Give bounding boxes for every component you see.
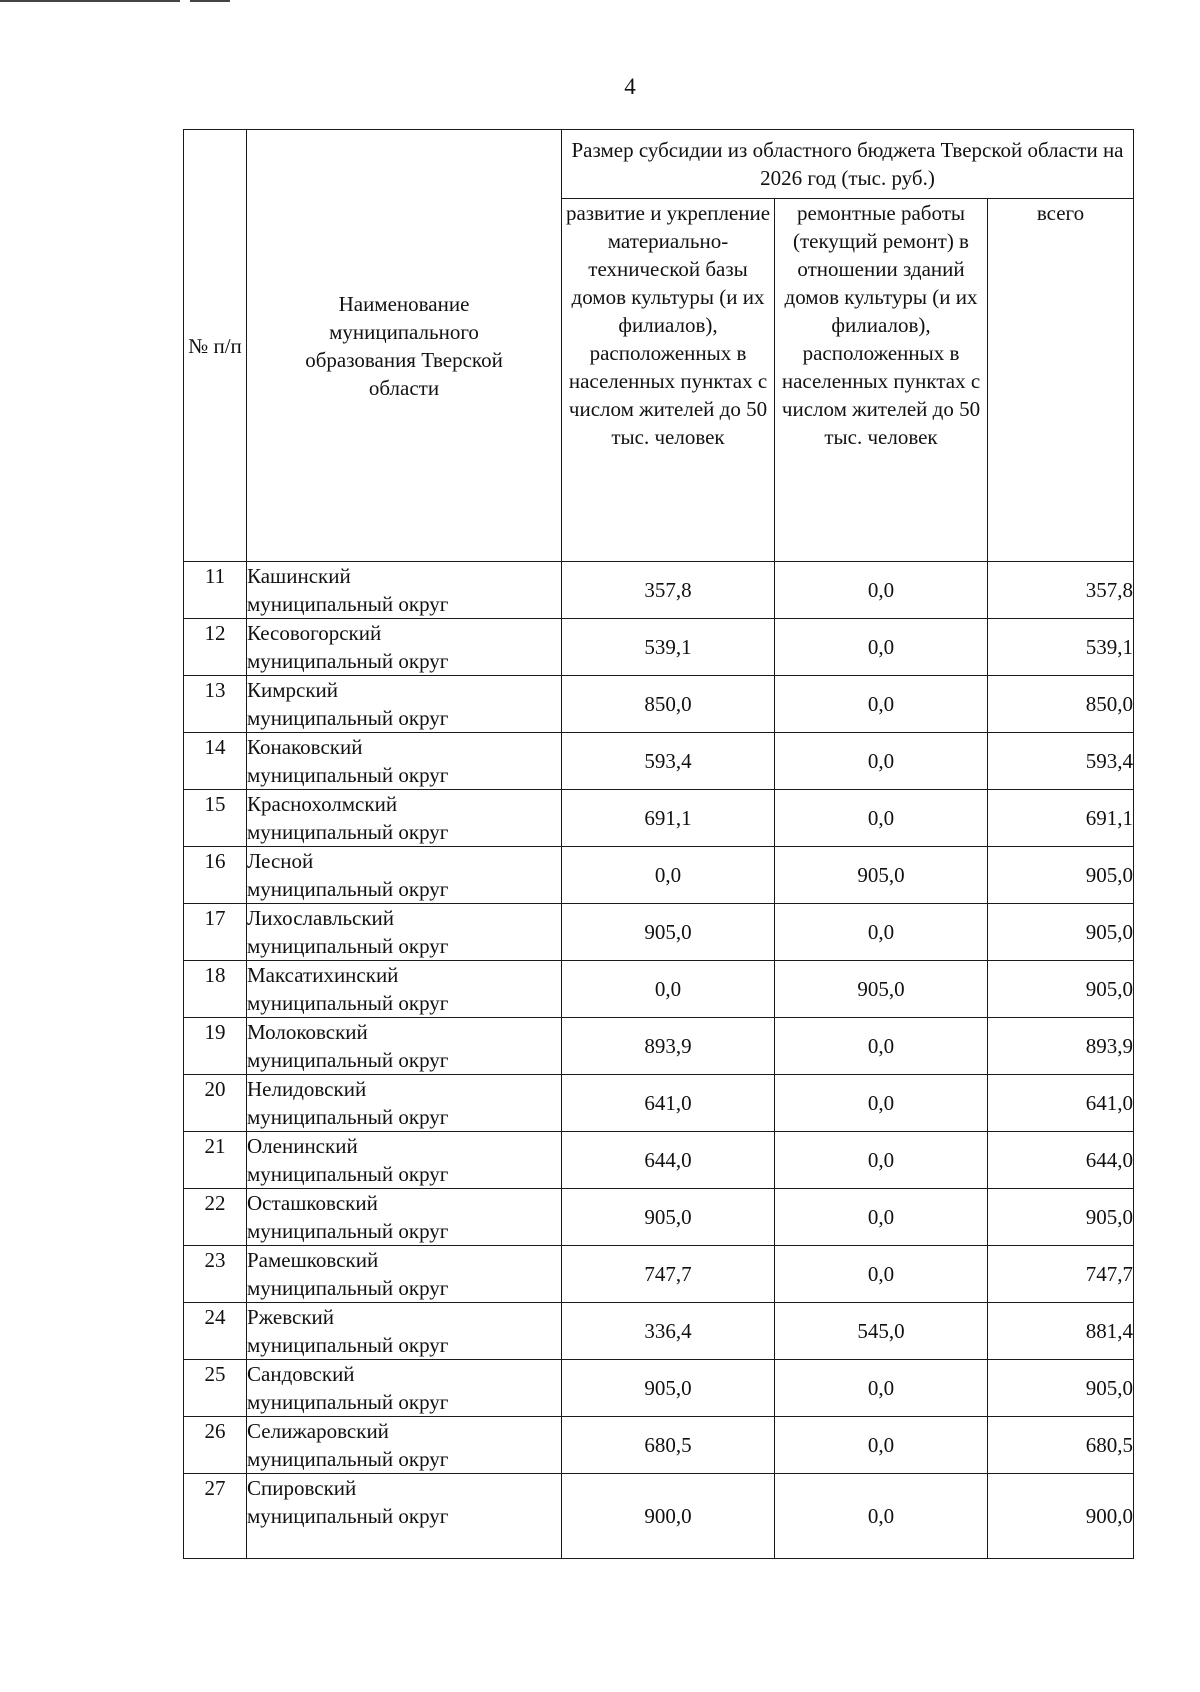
repair-amount: 0,0 (775, 1189, 988, 1246)
header-total: всего (988, 199, 1134, 562)
municipality-name-line1: Ржевский (247, 1305, 335, 1329)
total-amount: 905,0 (988, 904, 1134, 961)
total-amount: 593,4 (988, 733, 1134, 790)
total-amount: 691,1 (988, 790, 1134, 847)
total-amount: 905,0 (988, 1360, 1134, 1417)
table-row (184, 961, 1134, 1018)
municipality-name (247, 1474, 562, 1559)
municipality-name-line2: муниципальный округ (247, 1048, 449, 1072)
header-group: Размер субсидии из областного бюджета Тверской области на 2026 год (тыс. руб.) (562, 130, 1134, 199)
development-amount: 0,0 (562, 847, 775, 904)
total-amount: 905,0 (988, 847, 1134, 904)
repair-amount: 545,0 (775, 1303, 988, 1360)
row-number: 13 (184, 676, 247, 733)
repair-amount: 0,0 (775, 619, 988, 676)
table-row (184, 790, 1134, 847)
development-amount: 593,4 (562, 733, 775, 790)
header-name (247, 130, 562, 562)
row-number: 25 (184, 1360, 247, 1417)
municipality-name-line1: Краснохолмский (247, 792, 398, 816)
municipality-name (247, 1246, 562, 1303)
table-row (184, 1303, 1134, 1360)
header-name-text: Наименование муниципального образования Тверской области (305, 291, 503, 400)
table-row (184, 676, 1134, 733)
page-number: 4 (624, 74, 636, 99)
row-number: 11 (184, 562, 247, 619)
municipality-name (247, 1360, 562, 1417)
municipality-name (247, 904, 562, 961)
repair-amount: 0,0 (775, 1360, 988, 1417)
repair-amount: 0,0 (775, 1075, 988, 1132)
total-amount: 850,0 (988, 676, 1134, 733)
municipality-name-line2: муниципальный округ (247, 1162, 449, 1186)
municipality-name-line2: муниципальный округ (247, 706, 449, 730)
header-num: № п/п (184, 130, 247, 562)
repair-amount: 0,0 (775, 1246, 988, 1303)
development-amount: 850,0 (562, 676, 775, 733)
municipality-name (247, 1417, 562, 1474)
municipality-name-line2: муниципальный округ (247, 820, 449, 844)
municipality-name-line2: муниципальный округ (247, 934, 449, 958)
header-repair: ремонтные работы (текущий ремонт) в отношении зданий домов культуры (и их филиалов), расположенных в населенных пунктах с числом жителей до 50 тыс. человек (775, 199, 988, 562)
municipality-name-line2: муниципальный округ (247, 1105, 449, 1129)
development-amount: 336,4 (562, 1303, 775, 1360)
repair-amount: 0,0 (775, 562, 988, 619)
municipality-name (247, 562, 562, 619)
total-amount: 680,5 (988, 1417, 1134, 1474)
table-row (184, 1018, 1134, 1075)
repair-amount: 0,0 (775, 676, 988, 733)
row-number: 19 (184, 1018, 247, 1075)
total-amount: 641,0 (988, 1075, 1134, 1132)
municipality-name-line1: Рамешковский (247, 1248, 379, 1272)
repair-amount: 0,0 (775, 1018, 988, 1075)
municipality-name (247, 790, 562, 847)
municipality-name (247, 1075, 562, 1132)
scan-artifact-line (190, 0, 230, 2)
municipality-name-line1: Нелидовский (247, 1077, 367, 1101)
municipality-name-line1: Оленинский (247, 1134, 358, 1158)
municipality-name-line1: Спировский (247, 1476, 357, 1500)
table-row (184, 1189, 1134, 1246)
table-row (184, 1075, 1134, 1132)
municipality-name-line2: муниципальный округ (247, 1219, 449, 1243)
header-development: развитие и укрепление материально-технической базы домов культуры (и их филиалов), расположенных в населенных пунктах с числом жителей до 50 тыс. человек (562, 199, 775, 562)
table-row (184, 1360, 1134, 1417)
municipality-name-line1: Селижаровский (247, 1419, 389, 1443)
municipality-name (247, 1189, 562, 1246)
total-amount: 357,8 (988, 562, 1134, 619)
development-amount: 680,5 (562, 1417, 775, 1474)
table-row (184, 1417, 1134, 1474)
development-amount: 905,0 (562, 904, 775, 961)
development-amount: 905,0 (562, 1360, 775, 1417)
row-number: 20 (184, 1075, 247, 1132)
table-row (184, 733, 1134, 790)
municipality-name (247, 847, 562, 904)
table-row (184, 1474, 1134, 1559)
municipality-name-line2: муниципальный округ (247, 1276, 449, 1300)
municipality-name (247, 733, 562, 790)
total-amount: 644,0 (988, 1132, 1134, 1189)
municipality-name-line1: Кимрский (247, 678, 339, 702)
total-amount: 539,1 (988, 619, 1134, 676)
row-number: 14 (184, 733, 247, 790)
municipality-name-line2: муниципальный округ (247, 763, 449, 787)
municipality-name-line2: муниципальный округ (247, 877, 449, 901)
row-number: 15 (184, 790, 247, 847)
row-number: 24 (184, 1303, 247, 1360)
repair-amount: 0,0 (775, 1417, 988, 1474)
municipality-name (247, 1018, 562, 1075)
municipality-name (247, 619, 562, 676)
repair-amount: 0,0 (775, 790, 988, 847)
municipality-name-line1: Молоковский (247, 1020, 368, 1044)
municipality-name-line2: муниципальный округ (247, 649, 449, 673)
repair-amount: 905,0 (775, 847, 988, 904)
development-amount: 0,0 (562, 961, 775, 1018)
table-row (184, 1246, 1134, 1303)
table-row (184, 562, 1134, 619)
table-row (184, 619, 1134, 676)
municipality-name-line1: Сандовский (247, 1362, 355, 1386)
repair-amount: 0,0 (775, 1474, 988, 1559)
repair-amount: 0,0 (775, 733, 988, 790)
development-amount: 893,9 (562, 1018, 775, 1075)
development-amount: 644,0 (562, 1132, 775, 1189)
total-amount: 905,0 (988, 961, 1134, 1018)
development-amount: 900,0 (562, 1474, 775, 1559)
row-number: 23 (184, 1246, 247, 1303)
row-number: 27 (184, 1474, 247, 1559)
table-body (184, 562, 1134, 1559)
municipality-name (247, 1303, 562, 1360)
municipality-name (247, 1132, 562, 1189)
row-number: 26 (184, 1417, 247, 1474)
total-amount: 747,7 (988, 1246, 1134, 1303)
table-header (184, 130, 1134, 562)
municipality-name (247, 961, 562, 1018)
municipality-name-line2: муниципальный округ (247, 1333, 449, 1357)
header-row-top (184, 130, 1134, 199)
row-number: 12 (184, 619, 247, 676)
row-number: 21 (184, 1132, 247, 1189)
total-amount: 905,0 (988, 1189, 1134, 1246)
total-amount: 893,9 (988, 1018, 1134, 1075)
row-number: 17 (184, 904, 247, 961)
municipality-name-line2: муниципальный округ (247, 1447, 449, 1471)
municipality-name-line2: муниципальный округ (247, 1504, 449, 1528)
municipality-name-line1: Лихославльский (247, 906, 395, 930)
development-amount: 691,1 (562, 790, 775, 847)
repair-amount: 0,0 (775, 1132, 988, 1189)
municipality-name-line1: Лесной (247, 849, 314, 873)
row-number: 22 (184, 1189, 247, 1246)
repair-amount: 0,0 (775, 904, 988, 961)
municipality-name (247, 676, 562, 733)
municipality-name-line1: Конаковский (247, 735, 363, 759)
scan-artifact-line (0, 0, 180, 2)
municipality-name-line1: Максатихинский (247, 963, 399, 987)
table-row (184, 1132, 1134, 1189)
development-amount: 905,0 (562, 1189, 775, 1246)
total-amount: 881,4 (988, 1303, 1134, 1360)
table-row (184, 904, 1134, 961)
row-number: 18 (184, 961, 247, 1018)
development-amount: 641,0 (562, 1075, 775, 1132)
development-amount: 357,8 (562, 562, 775, 619)
municipality-name-line1: Осташковский (247, 1191, 378, 1215)
row-number: 16 (184, 847, 247, 904)
development-amount: 747,7 (562, 1246, 775, 1303)
municipality-name-line1: Кашинский (247, 564, 351, 588)
municipality-name-line1: Кесовогорский (247, 621, 382, 645)
table-row (184, 847, 1134, 904)
development-amount: 539,1 (562, 619, 775, 676)
municipality-name-line2: муниципальный округ (247, 991, 449, 1015)
repair-amount: 905,0 (775, 961, 988, 1018)
municipality-name-line2: муниципальный округ (247, 592, 449, 616)
subsidy-table (183, 129, 1134, 1559)
municipality-name-line2: муниципальный округ (247, 1390, 449, 1414)
total-amount: 900,0 (988, 1474, 1134, 1559)
